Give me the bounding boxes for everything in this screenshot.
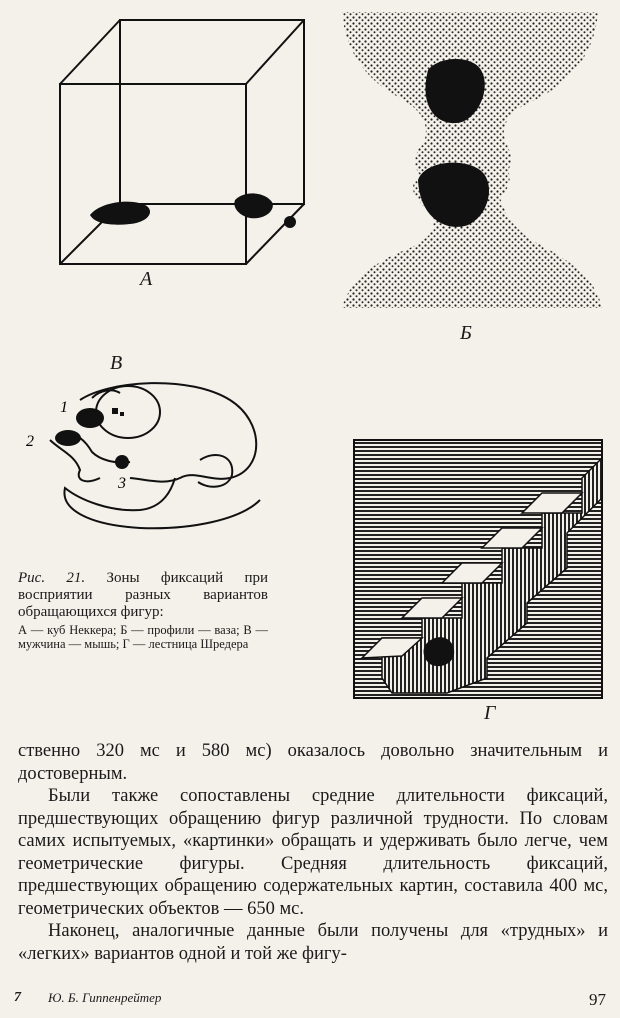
figure-g-label: Г [484,702,496,724]
point-1-label: 1 [60,399,68,416]
figure-g-schroeder-staircase [352,438,604,700]
footer-author: Ю. Б. Гиппенрейтер [48,990,162,1005]
figure-b-label: Б [460,322,472,344]
point-3-label: 3 [118,475,126,492]
paragraph-2: Были также сопоставлены средние длительности фиксаций, предшествующих обращению фигур различной трудности. По словам самих испытуемых, «картинки» обращать и удерживать было легче, чем геометрические фигуры. Средняя длительность фиксаций, предшествующих обращению содержательных картин, составила 400 мс, геометрических объектов — 650 мс. [18,786,608,919]
paragraph-3: Наконец, аналогичные данные были получены для «трудных» и «легких» вариантов одной и той же фигу- [18,921,608,964]
page-footer [14,990,606,1012]
figure-a-label: А [140,268,153,290]
caption-legend: А — куб Неккера; Б — профили — ваза; В — мужчина — мышь; Г — лестница Шредера [18,623,268,651]
paragraph-1: ственно 320 мс и 580 мс) оказалось довольно значительным и достоверным. [18,741,608,784]
figure-caption [18,570,268,651]
body-text [18,740,608,965]
figure-a-necker-cube [50,10,310,280]
point-2-label: 2 [26,433,34,450]
figure-v-man-mouse [20,360,280,550]
figure-b-vase-profiles [340,10,610,315]
figure-v-label: В [110,352,123,374]
page-number: 97 [589,990,606,1009]
caption-heading: Рис. 21. [18,570,86,586]
caption-title: Зоны фиксаций при восприятии разных вариантов обращающихся фигур: [18,570,268,620]
signature-mark: 7 [14,990,21,1005]
